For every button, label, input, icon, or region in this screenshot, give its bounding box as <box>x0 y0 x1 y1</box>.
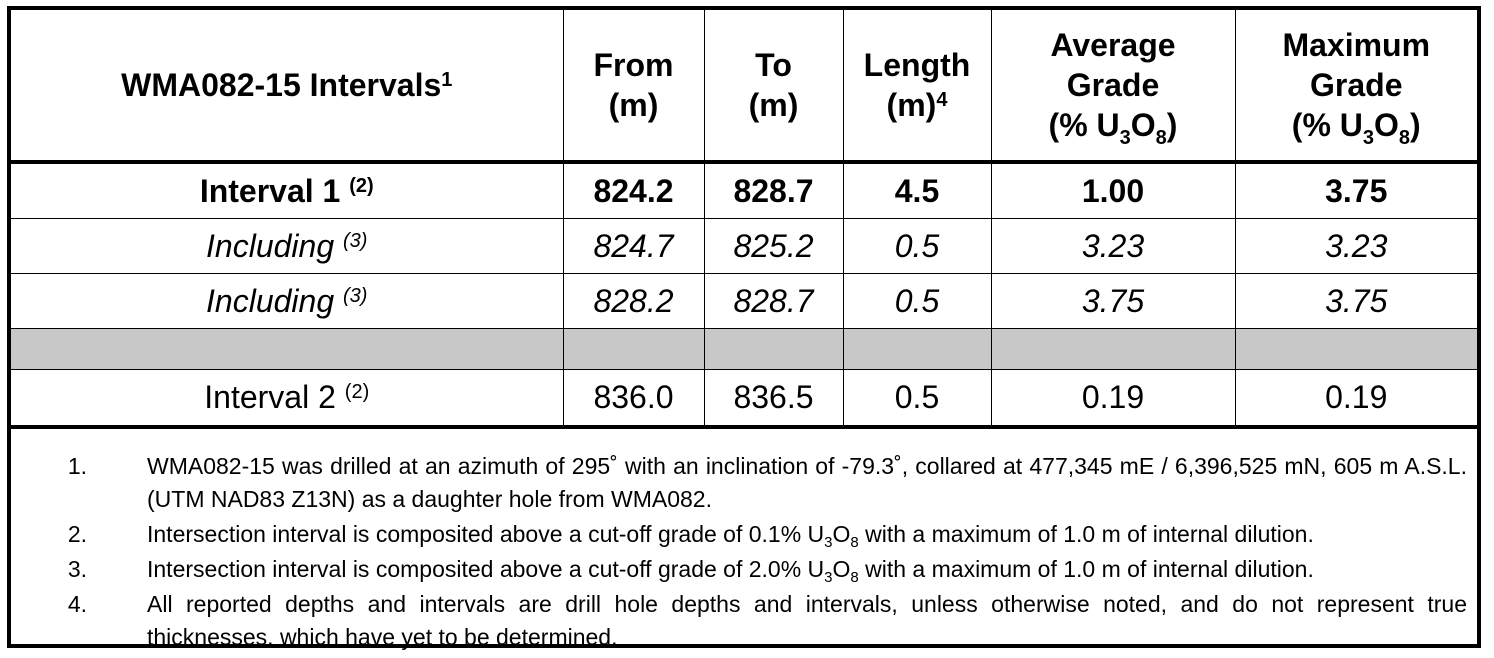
empty-cell <box>704 329 843 370</box>
footnote-text: All reported depths and intervals are drill hole depths and intervals, unless otherwise noted, and do not represent true thicknesses, which have yet to be determined. <box>147 591 1467 650</box>
header-to: To (m) <box>704 10 843 162</box>
header-row <box>11 10 1477 162</box>
footnote-number: 3. <box>67 556 87 582</box>
from-value: 824.2 <box>563 162 704 219</box>
header-intervals: WMA082-15 Intervals$^1$ <box>11 10 563 162</box>
interval-label: Interval 2 $^{(2)}$ <box>11 370 563 428</box>
from-value: 828.2 <box>563 274 704 329</box>
footnote-text: WMA082-15 was drilled at an azimuth of 295˚ with an inclination of -79.3˚, collared at 477,345 mE / 6,396,525 mN, 605 m A.S.L. (UTM NAD83 Z13N) as a daughter hole from WMA082. <box>147 453 1467 512</box>
header-length: Length $(m)^4$ <box>843 10 991 162</box>
from-value: 824.7 <box>563 219 704 274</box>
average-grade-value: 0.19 <box>991 370 1235 428</box>
empty-cell <box>11 329 563 370</box>
header-average-grade: Average Grade (% $U_3O_8$) <box>991 10 1235 162</box>
table-row <box>11 162 1477 219</box>
average-grade-value: 3.75 <box>991 274 1235 329</box>
footnotes <box>11 448 1477 654</box>
maximum-grade-value: 3.75 <box>1235 274 1477 329</box>
footnote-4 <box>11 588 1477 654</box>
to-value: 828.7 <box>704 162 843 219</box>
interval-label: Including $^{(3)}$ <box>11 274 563 329</box>
table-row <box>11 274 1477 329</box>
footnote-2 <box>11 518 1477 551</box>
length-value: 4.5 <box>843 162 991 219</box>
drill-intervals-table <box>11 10 1477 429</box>
empty-cell <box>563 329 704 370</box>
length-value: 0.5 <box>843 274 991 329</box>
average-grade-value: 3.23 <box>991 219 1235 274</box>
maximum-grade-value: 3.23 <box>1235 219 1477 274</box>
interval-label: Including $^{(3)}$ <box>11 219 563 274</box>
interval-label: Interval 1 $^{(2)}$ <box>11 162 563 219</box>
footnote-1 <box>11 450 1477 516</box>
from-value: 836.0 <box>563 370 704 428</box>
length-value: 0.5 <box>843 370 991 428</box>
footnote-number: 1. <box>67 453 87 479</box>
results-table-frame <box>7 6 1481 648</box>
header-maximum-grade: Maximum Grade (% $U_3O_8$) <box>1235 10 1477 162</box>
footnote-number: 2. <box>67 521 87 547</box>
table-row <box>11 370 1477 428</box>
empty-cell <box>1235 329 1477 370</box>
header-from: From (m) <box>563 10 704 162</box>
footnote-number: 4. <box>67 591 87 617</box>
empty-cell <box>991 329 1235 370</box>
footnote-text: Intersection interval is composited above a cut-off grade of 0.1% $U_3O_8$ with a maximum of 1.0 m of internal dilution. <box>147 521 1314 551</box>
footnote-text: Intersection interval is composited above a cut-off grade of 2.0% $U_3O_8$ with a maximum of 1.0 m of internal dilution. <box>147 556 1314 586</box>
table-row <box>11 219 1477 274</box>
average-grade-value: 1.00 <box>991 162 1235 219</box>
to-value: 825.2 <box>704 219 843 274</box>
to-value: 836.5 <box>704 370 843 428</box>
maximum-grade-value: 3.75 <box>1235 162 1477 219</box>
empty-cell <box>843 329 991 370</box>
maximum-grade-value: 0.19 <box>1235 370 1477 428</box>
length-value: 0.5 <box>843 219 991 274</box>
separator-row <box>11 329 1477 370</box>
to-value: 828.7 <box>704 274 843 329</box>
footnote-3 <box>11 553 1477 586</box>
